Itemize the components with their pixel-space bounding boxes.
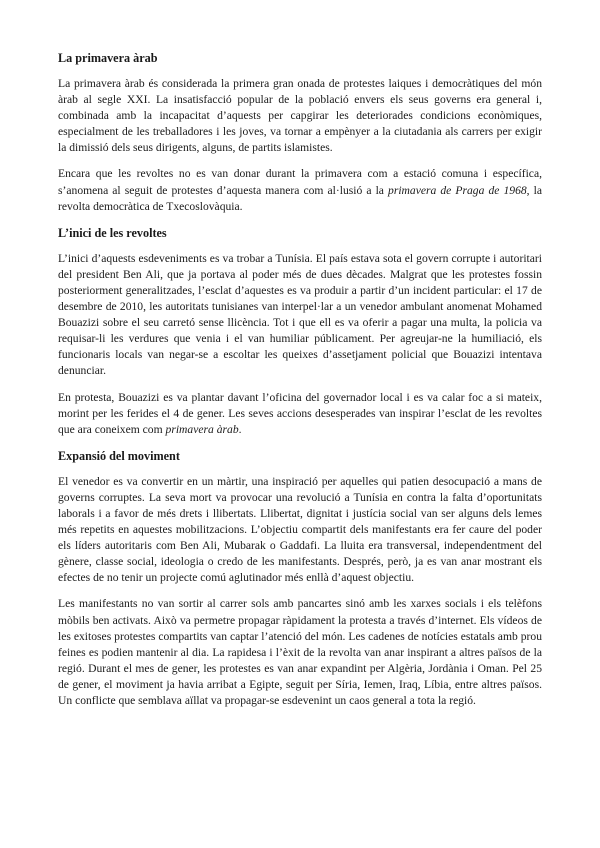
paragraph-text: En protesta, Bouazizi es va plantar davant l’oficina del governador local i es va calar foc a si mateix, morint per les ferides el 4 de gener. Les seves accions desesperades van inspirar l’esclat de les revoltes que ara coneixem com <box>58 390 542 436</box>
italic-term-primavera-arab: primavera àrab <box>165 422 239 436</box>
paragraph-bouazizi <box>58 390 542 438</box>
paragraph-xarxes-socials: Les manifestants no van sortir al carrer sols amb pancartes sinó amb les xarxes socials i els telèfons mòbils ben activats. Això va permetre propagar ràpidament la protesta a través d’internet. Els vídeos de les exitoses protestes compartits van captar l’atenció del món. Les cadenes de notícies estatals amb prou feines es podien mantenir al dia. La rapidesa i l’èxit de la revolta van anar inspirant a altres països de la regió. Durant el mes de gener, les protestes es van anar expandint per Algèria, Jordània i Oman. Pel 25 de gener, el moviment ja havia arribat a Egipte, seguit per Síria, Iemen, Iraq, Líbia, entre altres països. Un conflicte que semblava aïllat va propagar-se esdevenint un caos general a tota la regió. <box>58 597 542 707</box>
paragraph-text: Encara que les revoltes no es van donar durant la primavera com a estació comuna i específica, s’anomena al seguit de protestes d’aquesta manera com al·lusió a la <box>58 167 542 197</box>
paragraph-name-origin <box>58 166 542 214</box>
paragraph-intro: La primavera àrab és considerada la primera gran onada de protestes laiques i democràtiques del món àrab al segle XXI. La insatisfacció popular de la població envers els seus governs era general i, combinada amb la incapacitat d’aquests per capgirar les deteriorades condicions econòmiques, especialment de les treballadores i les joves, va tornar a empènyer a la ciutadania als carrers per exigir la dimissió dels seus dirigents, alguns, de partits islamistes. <box>58 77 542 155</box>
italic-term-praga: primavera de Praga de 1968 <box>388 183 527 197</box>
section-heading-inici-revoltes: L’inici de les revoltes <box>58 225 167 240</box>
document-page <box>58 50 542 709</box>
paragraph-text: , la revolta democràtica de Txecoslovàquia. <box>58 183 543 213</box>
paragraph-martir: El venedor es va convertir en un màrtir, una inspiració per aquelles qui patien desocupació a mans de governs corruptes. La seva mort va provocar una revolució a Tunísia en contra la falta d’oportunitats laborals i a favor de més drets i llibertats. Llibertat, dignitat i justícia social van ser alguns dels lemes més repetits en aquestes mobilitzacions. L’objectiu compartit dels manifestants era fer caure del poder els líders autoritaris com Ben Ali, Mubarak o Gaddafi. La lluita era transversal, independentment del gènere, classe social, ideologia o credo de les manifestants. Després, però, ja es van anar mostrant els efectes de no tenir un projecte comú aglutinador més enllà d’aquest objectiu. <box>58 474 542 585</box>
section-heading-expansio: Expansió del moviment <box>58 448 180 463</box>
paragraph-text: . <box>238 422 242 436</box>
section-heading-primavera-arab: La primavera àrab <box>58 51 158 65</box>
paragraph-tunisia: L’inici d’aquests esdeveniments es va trobar a Tunísia. El país estava sota el govern corrupte i autoritari del president Ben Ali, que ja portava al poder més de dues dècades. Malgrat que les protestes fossin posteriorment generalitzades, l’esclat d’aquestes es va produir a partir d’un incident particular: el 17 de desembre de 2010, les autoritats tunisianes van interpel·lar a un venedor ambulant anomenat Mohamed Bouazizi sobre el seu carretó sense llicència. Tot i que ell es va oferir a pagar una multa, la policia va requisar-li les verdures que venia i el van humiliar públicament. Per agreujar-ne la humiliació, els funcionaris locals van negar-se a escoltar les queixes d’assetjament policial que Bouazizi intentava denunciar. <box>58 251 542 378</box>
